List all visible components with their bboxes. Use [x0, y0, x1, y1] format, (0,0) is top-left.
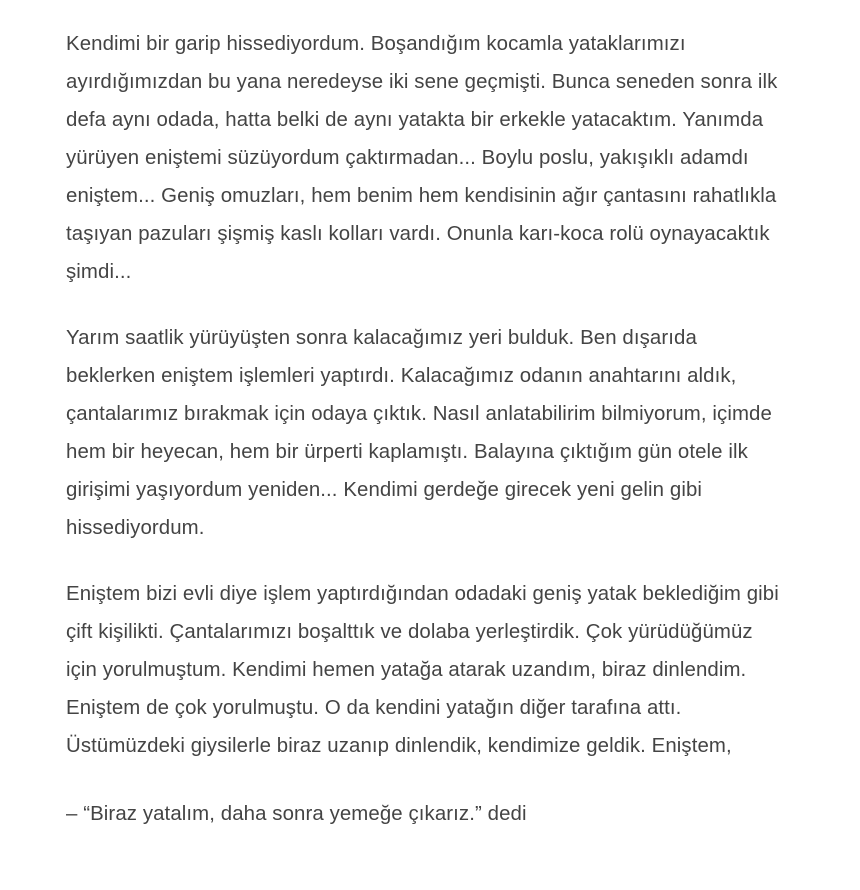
- paragraph: Yarım saatlik yürüyüşten sonra kalacağımız yeri bulduk. Ben dışarıda beklerken eniştem işlemleri yaptırdı. Kalacağımız odanın anahtarını aldık, çantalarımız bırakmak için odaya çıktık. Nasıl anlatabilirim bilmiyorum, içimde hem bir heyecan, hem bir ürperti kaplamıştı. Balayına çıktığım gün otele ilk girişimi yaşıyordum yeniden... Kendimi gerdeğe girecek yeni gelin gibi hissediyordum.: [66, 327, 772, 539]
- paragraph: Eniştem bizi evli diye işlem yaptırdığından odadaki geniş yatak beklediğim gibi çift kişilikti. Çantalarımızı boşalttık ve dolaba yerleştirdik. Çok yürüdüğümüz için yorulmuştum. Kendimi hemen yatağa atarak uzandım, biraz dinlendim. Eniştem de çok yorulmuştu. O da kendini yatağın diğer tarafına attı. Üstümüzdeki giysilerle biraz uzanıp dinlendik, kendimize geldik. Eniştem,: [66, 583, 779, 757]
- paragraph: Kendimi bir garip hissediyordum. Boşandığım kocamla yataklarımızı ayırdığımızdan bu yana neredeyse iki sene geçmişti. Bunca seneden sonra ilk defa aynı odada, hatta belki de aynı yatakta bir erkekle yatacaktım. Yanımda yürüyen eniştemi süzüyordum çaktırmadan... Boylu poslu, yakışıklı adamdı eniştem... Geniş omuzları, hem benim hem kendisinin ağır çantasını rahatlıkla taşıyan pazuları şişmiş kaslı kolları vardı. Onunla karı-koca rolü oynayacaktık şimdi...: [66, 33, 778, 283]
- dialogue-line: – “Biraz yatalım, daha sonra yemeğe çıkarız.” dedi: [66, 803, 527, 825]
- article-body: [66, 25, 786, 861]
